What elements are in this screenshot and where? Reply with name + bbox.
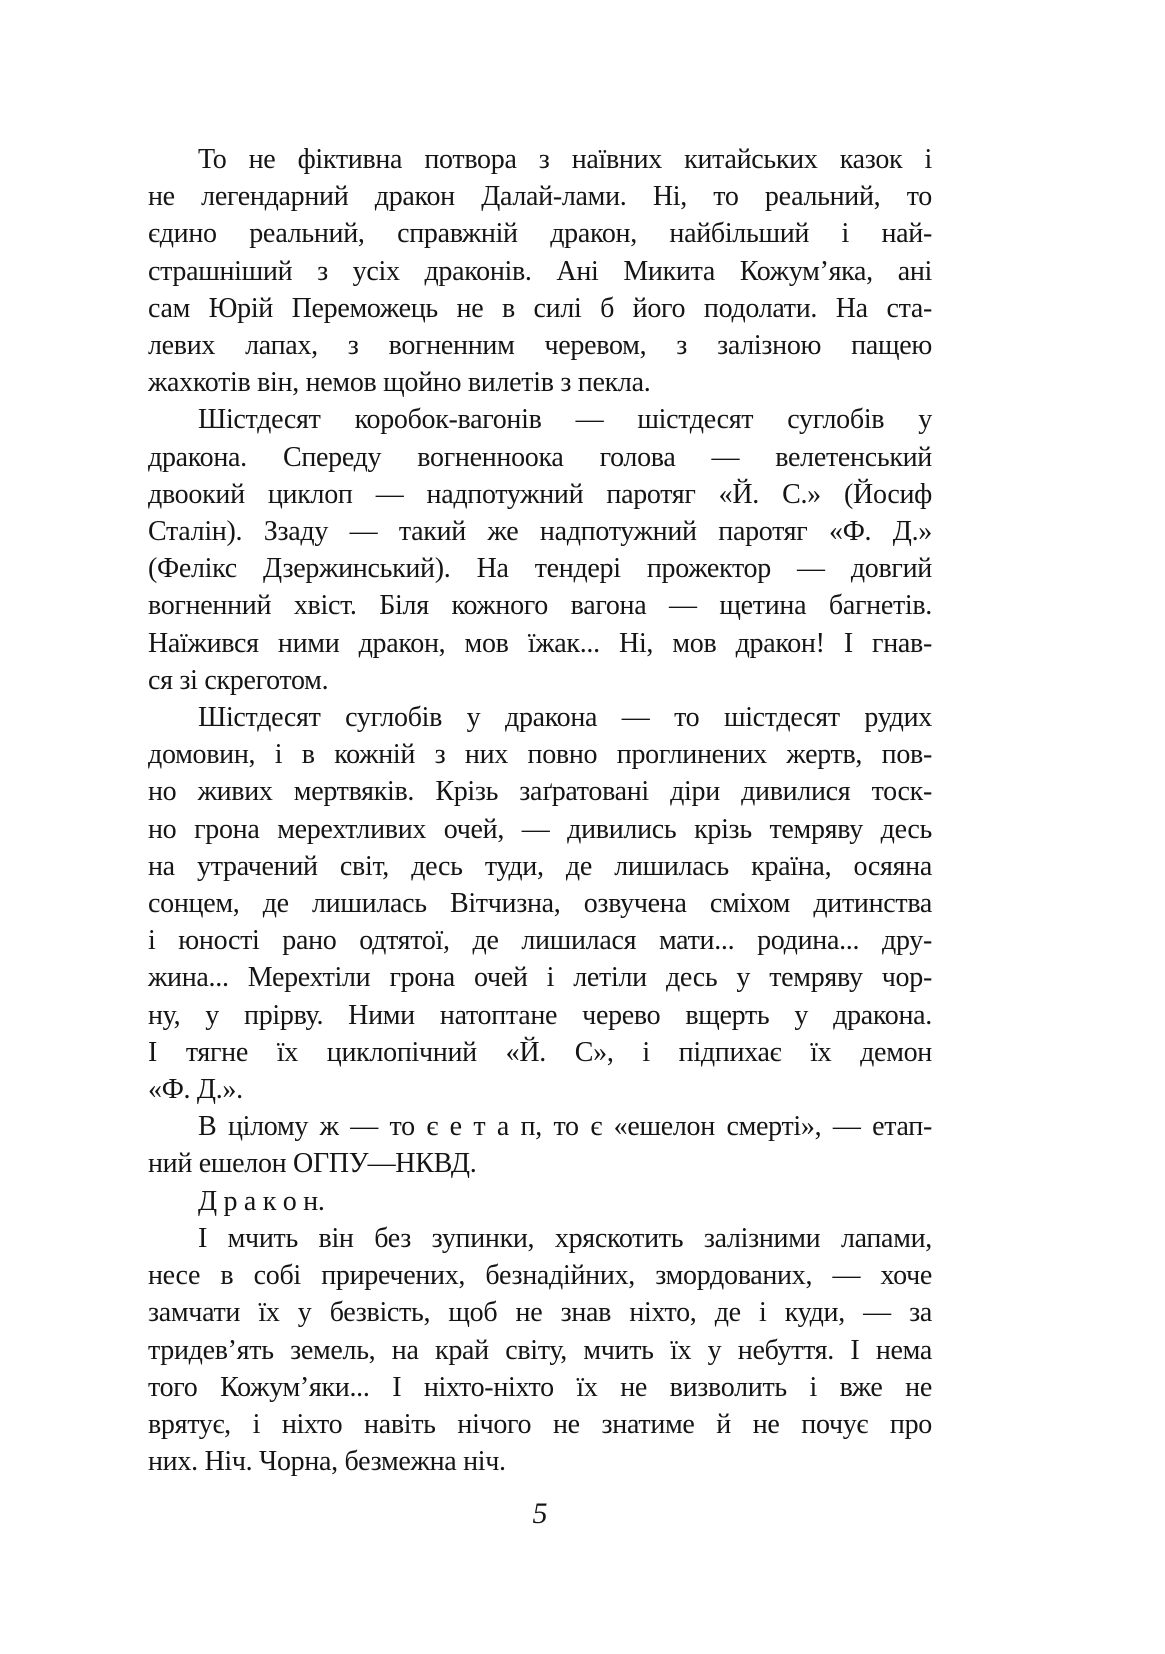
paragraph — [148, 141, 932, 401]
text-line: но грона мерехтливих очей, — дивились крізь темряву десь — [148, 813, 932, 845]
text-line: (Фелікс Дзержинський). На тендері прожектор — довгий — [148, 553, 932, 585]
text-line: ну, у прірву. Ними натоптане черево вщерть у дракона. — [148, 999, 932, 1031]
text-line: страшніший з усіх драконів. Ані Микита Кожум’яка, ані — [148, 255, 932, 287]
text-line: сам Юрій Переможець не в силі б його подолати. На ста- — [148, 292, 932, 324]
paragraph — [148, 401, 932, 699]
text-line: жина... Мерехтіли грона очей і летіли десь у темряву чор- — [148, 962, 932, 994]
text-line: єдино реальний, справжній дракон, найбільший і най- — [148, 218, 932, 250]
text-line: левих лапах, з вогненним черевом, з залізною пащею — [148, 330, 932, 362]
paragraph — [148, 1183, 932, 1220]
text-line: Шістдесят суглобів у дракона — то шістдесят рудих — [198, 702, 932, 734]
paragraph — [148, 1108, 932, 1182]
text-line: вогненний хвіст. Біля кожного вагона — щетина багнетів. — [148, 590, 932, 622]
text-line: І мчить він без зупинки, хряскотить залізними лапами, — [198, 1222, 932, 1254]
text-line: жахкотів він, немов щойно вилетів з пекла. — [148, 367, 651, 399]
text-line: них. Ніч. Чорна, безмежна ніч. — [148, 1446, 506, 1478]
text-line: То не фіктивна потвора з наївних китайських казок і — [198, 144, 932, 175]
text-line: Наїжився ними дракон, мов їжак... Ні, мов дракон! І гнав- — [148, 627, 932, 659]
text-line: врятує, і ніхто навіть нічого не знатиме й не почує про — [148, 1408, 932, 1440]
text-line: дракона. Спереду вогненноока голова — велетенський — [148, 441, 932, 473]
text-line: несе в собі приречених, безнадійних, змордованих, — хоче — [148, 1260, 932, 1292]
text-line: замчати їх у безвість, щоб не знав ніхто, де і куди, — за — [148, 1297, 932, 1329]
text-line: домовин, і в кожній з них повно проглинених жертв, пов- — [148, 739, 932, 771]
text-line: не легендарний дракон Далай-лами. Ні, то реальний, то — [148, 181, 932, 213]
text-line: і юності рано одтятої, де лишилася мати... родина... дру- — [148, 925, 932, 957]
paragraph — [148, 699, 932, 1108]
text-line: двоокий циклоп — надпотужний паротяг «Й. С.» (Йосиф — [148, 478, 932, 510]
text-line: Д р а к о н. — [198, 1185, 325, 1217]
text-line: на утрачений світ, десь туди, де лишилась країна, осяяна — [148, 850, 932, 882]
page-number: 5 — [532, 1497, 548, 1530]
text-line: ся зі скреготом. — [148, 664, 329, 696]
text-line: В цілому ж — то є е т а п, то є «ешелон смерті», — етап- — [198, 1111, 932, 1143]
text-line: того Кожум’яки... І ніхто-ніхто їх не визволить і вже не — [148, 1371, 932, 1403]
text-line: Шістдесят коробок-вагонів — шістдесят суглобів у — [198, 404, 932, 436]
text-line: ний ешелон ОГПУ—НКВД. — [148, 1148, 477, 1180]
text-line: «Ф. Д.». — [148, 1074, 243, 1106]
page-text — [148, 141, 932, 1480]
text-line: І тягне їх циклопічний «Й. С», і підпихає їх демон — [148, 1036, 932, 1068]
text-line: но живих мертвяків. Крізь заґратовані діри дивилися тоск- — [148, 776, 932, 808]
paragraph — [148, 1220, 932, 1480]
text-line: Сталін). Ззаду — такий же надпотужний паротяг «Ф. Д.» — [148, 516, 932, 548]
text-line: сонцем, де лишилась Вітчизна, озвучена сміхом дитинства — [148, 888, 932, 920]
text-line: тридев’ять земель, на край світу, мчить їх у небуття. І нема — [148, 1334, 932, 1366]
